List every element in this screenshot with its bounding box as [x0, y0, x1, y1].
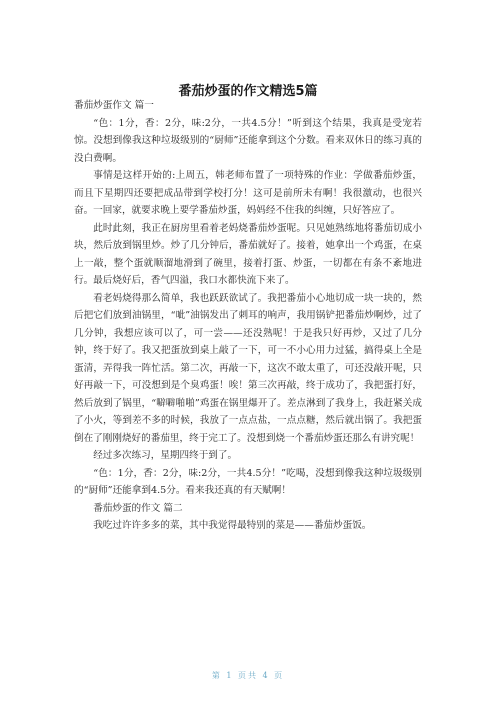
section-heading: 番茄炒蛋作文 篇一	[74, 100, 154, 111]
paragraph: 经过多次练习，星期四终于到了。	[93, 450, 238, 461]
paragraph: “色：1分，香：2分，味:2分，一共4.5分！”听到这个结果，我真是受宠若惊。没想到像我这种垃圾级别的“厨师”还能拿到这个分数。看来双休日的练习真的没白费啊。	[74, 117, 422, 164]
paragraph: “色：1分，香：2分，味:2分，一共4.5分！”吃喝，没想到像我这种垃圾级别的“厨师”还能拿到4.5分。看来我还真的有天赋啊！	[74, 467, 422, 496]
section-heading: 番茄炒蛋的作文 篇二	[93, 502, 183, 514]
document-body	[74, 97, 422, 535]
paragraph: 我吃过许许多多的菜，其中我觉得最特别的菜是——番茄炒蛋饭。	[93, 520, 372, 531]
page-number: 第 1 页共 4 页	[211, 671, 285, 680]
document-title: 番茄炒蛋的作文精选5篇	[178, 84, 318, 99]
paragraph: 此时此刻，我正在厨房里看着老妈烧番茄炒蛋呢。只见她熟练地将番茄切成小块，然后放到锅里炒。炒了几分钟后，番茄就好了。接着，她拿出一个鸡蛋，在桌上一敲，整个蛋就顺溜地滑到了碗里，接着打蛋、炒蛋，一切都在有条不紊地进行。最后烧好后，香气四溢，我口水都快流下来了。	[74, 222, 422, 286]
paragraph: 事情是这样开始的:上周五，韩老师布置了一项特殊的作业：学做番茄炒蛋，而且下星期四还要把成品带到学校打分！这可是前所未有啊！我很激动，也很兴奋。一回家，就要求晚上要学番茄炒蛋，妈妈经不住我的纠缠，只好答应了。	[74, 170, 422, 216]
paragraph: 看老妈烧得那么简单，我也跃跃欲试了。我把番茄小心地切成一块一块的，然后把它们放到油锅里，“呲”油锅发出了刺耳的响声，我用锅铲把番茄炒啊炒，过了几分钟，我想应该可以了，可一尝——还没熟呢！于是我只好再炒，又过了几分钟，终于好了。我又把蛋放到桌上敲了一下，可一不小心用力过猛，搞得桌上全是蛋清，弄得我一阵忙活。第二次，再敲一下，这次不敢太重了，可还没敲开呢，只好再敲一下，可没想到是个臭鸡蛋！唉！第三次再敲，终于成功了，我把蛋打好，然后放到了锅里，“噼噼啪啪”鸡蛋在锅里爆开了。差点淋到了我身上，我赶紧关成了小火，等到差不多的时候，我放了一点点盐，一点点糖，然后就出锅了。我把蛋倒在了刚刚烧好的番茄里，终于完工了。没想到烧一个番茄炒蛋还那么有讲究呢！	[74, 292, 422, 444]
